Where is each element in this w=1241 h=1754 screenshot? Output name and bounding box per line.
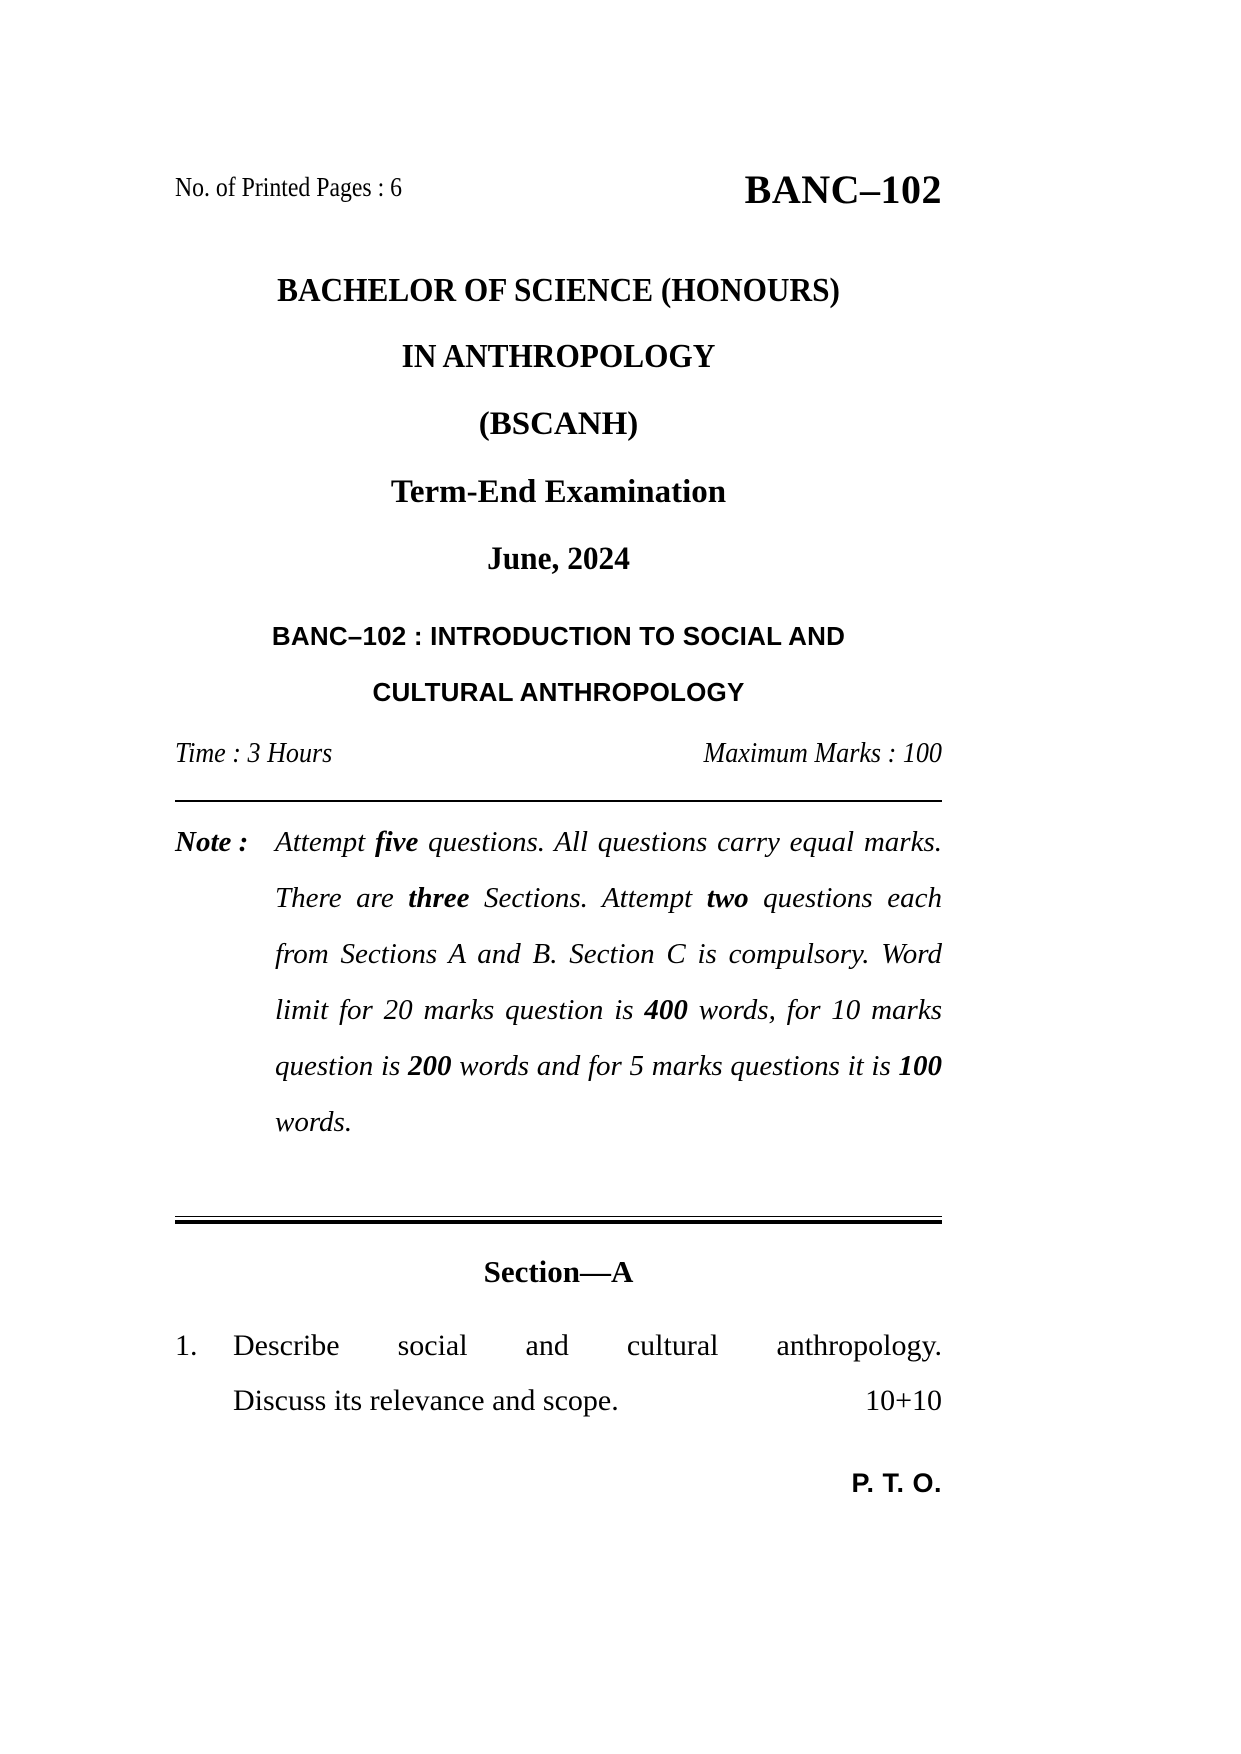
note-emphasis: 200 (408, 1050, 452, 1082)
degree-title-line-1: BACHELOR OF SCIENCE (HONOURS) (277, 272, 840, 309)
exam-duration: Time : 3 Hours (175, 737, 333, 769)
note-text: words. (275, 1106, 353, 1138)
note-emphasis: five (374, 826, 419, 858)
subject-title-line-2: CULTURAL ANTHROPOLOGY (372, 677, 745, 707)
note-text: Sections. Attempt (469, 882, 707, 914)
question-body (233, 1318, 942, 1428)
note-emphasis: 100 (898, 1050, 942, 1082)
printed-pages-label: No. of Printed Pages : 6 (175, 172, 403, 202)
page-header (175, 168, 942, 218)
section-heading: Section—A (483, 1254, 634, 1289)
note-text: Attempt (275, 826, 375, 858)
instructions-note-block (175, 814, 942, 1150)
note-emphasis: two (706, 882, 749, 914)
exam-meta-row (175, 737, 942, 781)
note-emphasis: three (408, 882, 470, 914)
please-turn-over-label: P. T. O. (851, 1468, 942, 1498)
maximum-marks: Maximum Marks : 100 (703, 737, 942, 769)
header-divider-rule (175, 800, 942, 802)
question-text-line-2: Discuss its relevance and scope. (233, 1384, 619, 1417)
section-divider-rule (175, 1216, 942, 1223)
programme-abbreviation: (BSCANH) (478, 406, 639, 442)
question-number: 1. (175, 1329, 198, 1362)
subject-title-line-1: BANC–102 : INTRODUCTION TO SOCIAL AND (271, 621, 846, 651)
note-text: words, for 10 marks question is (275, 994, 943, 1082)
subject-title-block (175, 608, 942, 720)
question-text-line-1: Describe social and cultural anthropology. (233, 1329, 942, 1362)
title-block (175, 258, 942, 592)
degree-title-line-2: IN ANTHROPOLOGY (401, 338, 716, 375)
note-label: Note : (175, 826, 249, 858)
question-item (175, 1318, 942, 1428)
question-list (175, 1318, 942, 1428)
note-body-text (275, 814, 942, 1150)
question-text-line-2-row (233, 1373, 942, 1428)
question-marks: 10+10 (865, 1384, 942, 1417)
note-emphasis: 400 (644, 994, 688, 1026)
examination-type: Term-End Examination (390, 474, 727, 510)
course-code: BANC–102 (744, 167, 942, 212)
note-text: words and for 5 marks questions it is (451, 1050, 899, 1082)
examination-session: June, 2024 (487, 541, 630, 577)
note-text: questions each from Sections A and B. Section C is compulsory. Word limit for 20 marks question is (275, 882, 942, 1026)
note-text: questions. All questions carry equal marks. There are (275, 826, 942, 914)
